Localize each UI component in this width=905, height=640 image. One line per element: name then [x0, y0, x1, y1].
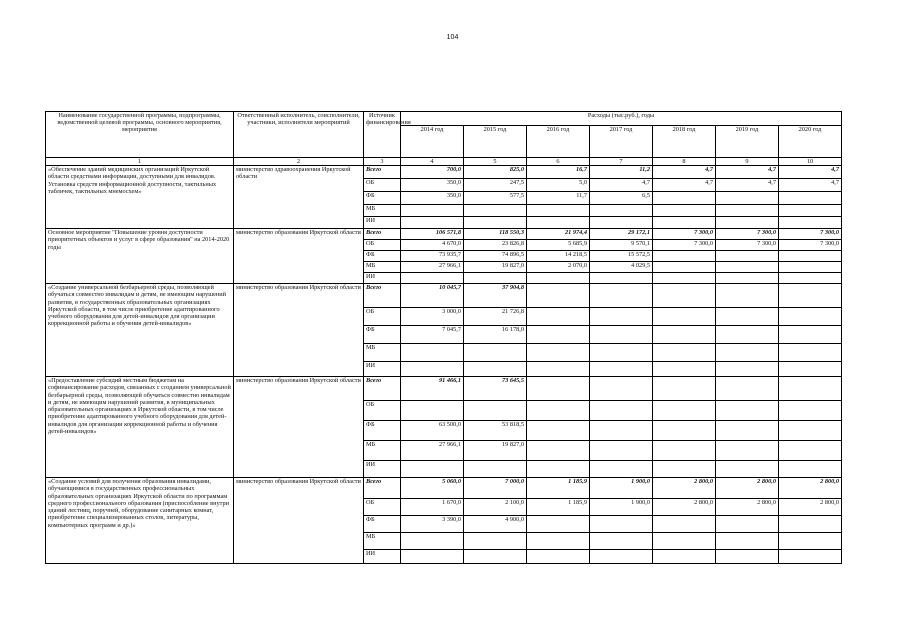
- measure-name: «Обеспечение зданий медицинских организаций Иркутской области средствами информации, доступными для инвалидов. Установка средств информационной доступности, тактильных табличек, тактильных мнемосхем»: [46, 166, 234, 229]
- amount-cell: 21 726,8: [464, 308, 527, 326]
- amount-cell: [590, 461, 653, 478]
- amount-cell: 4,7: [653, 179, 716, 192]
- amount-cell: [527, 516, 590, 533]
- amount-cell: [527, 461, 590, 478]
- funding-source: Всего: [364, 377, 401, 401]
- funding-source: ФБ: [364, 251, 401, 262]
- amount-cell: [779, 550, 842, 564]
- amount-cell: [716, 441, 779, 461]
- amount-cell: 37 904,8: [464, 284, 527, 308]
- amount-cell: [590, 344, 653, 362]
- measure-name: «Создание универсальной безбарьерной среды, позволяющей обучаться совместно инвалидам и детям, не имеющим нарушений развития, в государственных образовательных организациях Иркутской области, в том числе приобретение адаптированного учебного оборудования для детей-инвалидов для организации коррекционной работы и обучения детей-инвалидов»: [46, 284, 234, 377]
- amount-cell: [653, 251, 716, 262]
- amount-cell: 4,7: [779, 166, 842, 179]
- amount-cell: [590, 308, 653, 326]
- amount-cell: [401, 401, 464, 421]
- header-year: 2018 год: [653, 126, 716, 158]
- amount-cell: [401, 205, 464, 217]
- amount-cell: 2 070,0: [527, 262, 590, 273]
- funding-source: ФБ: [364, 516, 401, 533]
- amount-cell: 16,7: [527, 166, 590, 179]
- amount-cell: [653, 461, 716, 478]
- funding-source: ОБ: [364, 401, 401, 421]
- header-year: 2016 год: [527, 126, 590, 158]
- amount-cell: [653, 550, 716, 564]
- amount-cell: [527, 533, 590, 550]
- amount-cell: 7 300,0: [716, 240, 779, 251]
- amount-cell: 2 800,0: [716, 478, 779, 499]
- amount-cell: 27 966,1: [401, 441, 464, 461]
- funding-source: ФБ: [364, 192, 401, 205]
- amount-cell: [590, 217, 653, 229]
- column-number: 1: [46, 158, 234, 166]
- amount-cell: 577,5: [464, 192, 527, 205]
- amount-cell: [653, 217, 716, 229]
- column-number: 4: [401, 158, 464, 166]
- amount-cell: [653, 344, 716, 362]
- amount-cell: [716, 516, 779, 533]
- column-number: 6: [527, 158, 590, 166]
- amount-cell: 4,7: [716, 179, 779, 192]
- amount-cell: [716, 401, 779, 421]
- amount-cell: 247,5: [464, 179, 527, 192]
- table-row: [46, 284, 842, 308]
- amount-cell: [527, 205, 590, 217]
- amount-cell: [779, 461, 842, 478]
- amount-cell: [716, 251, 779, 262]
- amount-cell: [590, 362, 653, 377]
- funding-source: ФБ: [364, 326, 401, 344]
- amount-cell: 7 300,0: [779, 229, 842, 240]
- amount-cell: [653, 192, 716, 205]
- amount-cell: 7 300,0: [653, 229, 716, 240]
- amount-cell: [590, 377, 653, 401]
- amount-cell: 106 571,8: [401, 229, 464, 240]
- amount-cell: 23 826,8: [464, 240, 527, 251]
- amount-cell: [527, 326, 590, 344]
- amount-cell: 4,7: [653, 166, 716, 179]
- amount-cell: 5 685,9: [527, 240, 590, 251]
- funding-source: ОБ: [364, 308, 401, 326]
- funding-source: МБ: [364, 344, 401, 362]
- amount-cell: 7 300,0: [653, 240, 716, 251]
- funding-source: ИИ: [364, 461, 401, 478]
- funding-source: ОБ: [364, 499, 401, 516]
- amount-cell: 4,7: [590, 179, 653, 192]
- amount-cell: 27 966,1: [401, 262, 464, 273]
- header-source: Источник финансирования: [364, 112, 401, 158]
- amount-cell: [653, 516, 716, 533]
- amount-cell: 350,0: [401, 179, 464, 192]
- amount-cell: 73 645,5: [464, 377, 527, 401]
- amount-cell: 19 827,0: [464, 441, 527, 461]
- measure-executor: министерство здравоохранения Иркутской области: [234, 166, 364, 229]
- amount-cell: [779, 192, 842, 205]
- amount-cell: 7 300,0: [779, 240, 842, 251]
- amount-cell: [779, 441, 842, 461]
- amount-cell: 10 045,7: [401, 284, 464, 308]
- amount-cell: 19 827,0: [464, 262, 527, 273]
- measure-name: «Предоставление субсидий местным бюджетам на софинансирование расходов, связанных с созданием универсальной безбарьерной среды, позволяющей обучаться совместно инвалидам и детям, не имеющим нарушений развития, в муниципальных образовательных организациях в Иркутской области, в том числе приобретение адаптированного учебного оборудования для детей-инвалидов для организации коррекционной работы и обучения детей-инвалидов»: [46, 377, 234, 478]
- amount-cell: [653, 377, 716, 401]
- amount-cell: 4 029,5: [590, 262, 653, 273]
- header-name: Наименование государственной программы, подпрограммы, ведомственной целевой программы, основного мероприятия, мероприятия: [46, 112, 234, 158]
- funding-source: МБ: [364, 441, 401, 461]
- amount-cell: [401, 550, 464, 564]
- amount-cell: [653, 533, 716, 550]
- amount-cell: 29 172,1: [590, 229, 653, 240]
- amount-cell: 2 800,0: [653, 478, 716, 499]
- amount-cell: [653, 441, 716, 461]
- amount-cell: [527, 401, 590, 421]
- amount-cell: 7 045,7: [401, 326, 464, 344]
- amount-cell: 91 466,1: [401, 377, 464, 401]
- header-executor: Ответственный исполнитель, соисполнители, участники, исполнители мероприятий: [234, 112, 364, 158]
- amount-cell: 63 500,0: [401, 421, 464, 441]
- amount-cell: [401, 217, 464, 229]
- amount-cell: [653, 401, 716, 421]
- amount-cell: [464, 205, 527, 217]
- amount-cell: [527, 362, 590, 377]
- amount-cell: [716, 362, 779, 377]
- funding-source: Всего: [364, 478, 401, 499]
- amount-cell: 2 100,0: [464, 499, 527, 516]
- amount-cell: [527, 421, 590, 441]
- table-row: [46, 166, 842, 179]
- amount-cell: [401, 533, 464, 550]
- column-number: 5: [464, 158, 527, 166]
- amount-cell: [779, 308, 842, 326]
- measure-name: «Создание условий для получения образования инвалидами, обучающимися в государственных профессиональных образовательных организациях Иркутской области по программам среднего профессионального образования (приспособление внутри зданий лестниц, поручней, оборудование санитарных комнат, приобретение специализированных столов, литературы, компьютерных программ и др.)»: [46, 478, 234, 564]
- amount-cell: [590, 550, 653, 564]
- amount-cell: [716, 262, 779, 273]
- header-year: 2020 год: [779, 126, 842, 158]
- amount-cell: 3 390,0: [401, 516, 464, 533]
- measure-executor: министерство образования Иркутской области: [234, 377, 364, 478]
- amount-cell: [527, 217, 590, 229]
- measure-executor: министерство образования Иркутской области: [234, 229, 364, 284]
- amount-cell: [779, 344, 842, 362]
- amount-cell: 9 570,1: [590, 240, 653, 251]
- funding-source: Всего: [364, 284, 401, 308]
- amount-cell: [779, 421, 842, 441]
- amount-cell: [527, 377, 590, 401]
- column-number: 9: [716, 158, 779, 166]
- header-year: 2019 год: [716, 126, 779, 158]
- amount-cell: 5 060,0: [401, 478, 464, 499]
- amount-cell: [590, 401, 653, 421]
- header-year: 2017 год: [590, 126, 653, 158]
- amount-cell: [401, 362, 464, 377]
- amount-cell: [464, 273, 527, 284]
- column-number: 8: [653, 158, 716, 166]
- amount-cell: [779, 284, 842, 308]
- column-number: 10: [779, 158, 842, 166]
- amount-cell: [779, 273, 842, 284]
- amount-cell: [401, 461, 464, 478]
- amount-cell: [590, 284, 653, 308]
- amount-cell: [590, 441, 653, 461]
- amount-cell: [401, 273, 464, 284]
- funding-source: ОБ: [364, 240, 401, 251]
- amount-cell: [779, 377, 842, 401]
- table-row: [46, 478, 842, 499]
- amount-cell: [401, 344, 464, 362]
- amount-cell: [464, 217, 527, 229]
- budget-table: [45, 111, 842, 564]
- amount-cell: 1 900,0: [590, 478, 653, 499]
- amount-cell: [779, 362, 842, 377]
- funding-source: ИИ: [364, 217, 401, 229]
- amount-cell: [716, 326, 779, 344]
- funding-source: ФБ: [364, 421, 401, 441]
- amount-cell: [464, 533, 527, 550]
- amount-cell: [716, 205, 779, 217]
- amount-cell: [590, 421, 653, 441]
- amount-cell: [653, 262, 716, 273]
- amount-cell: [716, 421, 779, 441]
- funding-source: ИИ: [364, 362, 401, 377]
- amount-cell: 11,7: [527, 192, 590, 205]
- amount-cell: 21 974,4: [527, 229, 590, 240]
- funding-source: МБ: [364, 533, 401, 550]
- amount-cell: [716, 461, 779, 478]
- column-number: 7: [590, 158, 653, 166]
- amount-cell: [590, 326, 653, 344]
- funding-source: ИИ: [364, 550, 401, 564]
- funding-source: Всего: [364, 229, 401, 240]
- amount-cell: 6,5: [590, 192, 653, 205]
- amount-cell: [716, 192, 779, 205]
- amount-cell: [653, 205, 716, 217]
- amount-cell: [527, 273, 590, 284]
- amount-cell: [779, 262, 842, 273]
- amount-cell: 1 670,0: [401, 499, 464, 516]
- amount-cell: 700,0: [401, 166, 464, 179]
- amount-cell: [590, 273, 653, 284]
- amount-cell: [716, 377, 779, 401]
- amount-cell: 5,0: [527, 179, 590, 192]
- amount-cell: [590, 205, 653, 217]
- amount-cell: [464, 401, 527, 421]
- amount-cell: 1 185,9: [527, 478, 590, 499]
- amount-cell: 2 800,0: [779, 478, 842, 499]
- measure-executor: министерство образования Иркутской области: [234, 284, 364, 377]
- amount-cell: 11,2: [590, 166, 653, 179]
- amount-cell: [779, 326, 842, 344]
- amount-cell: [527, 344, 590, 362]
- amount-cell: [527, 550, 590, 564]
- amount-cell: [653, 273, 716, 284]
- amount-cell: [779, 516, 842, 533]
- amount-cell: 2 800,0: [653, 499, 716, 516]
- table-body: [46, 112, 842, 564]
- measure-executor: министерство образования Иркутской области: [234, 478, 364, 564]
- amount-cell: [716, 533, 779, 550]
- amount-cell: 4,7: [779, 179, 842, 192]
- amount-cell: [653, 326, 716, 344]
- amount-cell: [779, 401, 842, 421]
- amount-cell: [464, 344, 527, 362]
- amount-cell: 14 218,5: [527, 251, 590, 262]
- amount-cell: [716, 284, 779, 308]
- funding-source: ИИ: [364, 273, 401, 284]
- funding-source: Всего: [364, 166, 401, 179]
- amount-cell: [779, 217, 842, 229]
- amount-cell: 53 818,5: [464, 421, 527, 441]
- amount-cell: 4 670,0: [401, 240, 464, 251]
- header-year: 2014 год: [401, 126, 464, 158]
- amount-cell: [653, 421, 716, 441]
- amount-cell: 7 000,0: [464, 478, 527, 499]
- amount-cell: [779, 533, 842, 550]
- amount-cell: [464, 550, 527, 564]
- amount-cell: 4 900,0: [464, 516, 527, 533]
- amount-cell: 73 935,7: [401, 251, 464, 262]
- amount-cell: 1 900,0: [590, 499, 653, 516]
- amount-cell: [527, 284, 590, 308]
- column-number: 3: [364, 158, 401, 166]
- amount-cell: [527, 441, 590, 461]
- funding-source: ОБ: [364, 179, 401, 192]
- amount-cell: 350,0: [401, 192, 464, 205]
- amount-cell: 7 300,0: [716, 229, 779, 240]
- amount-cell: 16 178,0: [464, 326, 527, 344]
- amount-cell: [590, 533, 653, 550]
- amount-cell: [779, 205, 842, 217]
- amount-cell: [716, 273, 779, 284]
- amount-cell: [716, 308, 779, 326]
- amount-cell: 15 572,5: [590, 251, 653, 262]
- amount-cell: [716, 217, 779, 229]
- amount-cell: [653, 284, 716, 308]
- table-row: [46, 229, 842, 240]
- amount-cell: [716, 344, 779, 362]
- amount-cell: 2 800,0: [779, 499, 842, 516]
- amount-cell: 118 550,3: [464, 229, 527, 240]
- amount-cell: [779, 251, 842, 262]
- amount-cell: 3 000,0: [401, 308, 464, 326]
- amount-cell: [653, 362, 716, 377]
- measure-name: Основное мероприятие "Повышение уровня доступности приоритетных объектов и услуг в сфере образования" на 2014-2020 годы: [46, 229, 234, 284]
- column-number: 2: [234, 158, 364, 166]
- amount-cell: [653, 308, 716, 326]
- amount-cell: 4,7: [716, 166, 779, 179]
- amount-cell: [464, 362, 527, 377]
- amount-cell: [716, 550, 779, 564]
- amount-cell: 2 800,0: [716, 499, 779, 516]
- table-row: [46, 377, 842, 401]
- amount-cell: [527, 308, 590, 326]
- amount-cell: [590, 516, 653, 533]
- funding-source: МБ: [364, 205, 401, 217]
- amount-cell: 825,0: [464, 166, 527, 179]
- page-number: 104: [446, 34, 459, 41]
- amount-cell: 74 896,5: [464, 251, 527, 262]
- amount-cell: [464, 461, 527, 478]
- header-year: 2015 год: [464, 126, 527, 158]
- header-expenses: Расходы (тыс.руб.), годы: [401, 112, 842, 126]
- amount-cell: 1 185,9: [527, 499, 590, 516]
- funding-source: МБ: [364, 262, 401, 273]
